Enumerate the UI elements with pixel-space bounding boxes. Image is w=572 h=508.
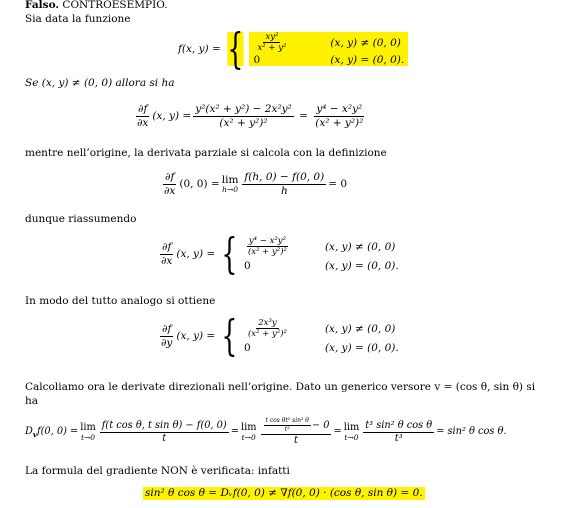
def-case1-frac [255,33,288,53]
paragraph-mentre: mentre nell’origine, la derivata parziale si calcola con la definizione [25,147,387,159]
eq-partial-x-frac1: $\frac{\text{y²(x² + y²) − 2x²y²}}{\text{(x² + y²)²}}$ [195,103,292,129]
paragraph-ha: ha [25,395,39,407]
dir-lim3: lim t→0 [343,421,360,442]
sum-x-val2: 0 [243,259,251,272]
dir-lhs: $D_vf(0$, 0) = [25,426,79,440]
paragraph-formula: La formula del gradiente NON è verificata: infatti [25,465,290,477]
summary-partial-x [157,229,399,279]
sum-x-brace: { [221,229,238,279]
def-case1-den: x² + y² [257,43,287,54]
def-case1-num: xy² [265,31,279,42]
summary-x-dfdx: $\frac{\partial f}{\partial x}$ [161,241,173,267]
dir-frac1: $\frac{\text{f(t cos θ, t sin θ) − f(0, 0)}}{t}$ [101,419,227,444]
partial-f-partial-x-origin: $\frac{\partial f}{\partial x}$ [164,171,176,197]
dir-lim1: lim t→0 [80,421,96,442]
eq-origin-rhs: = 0 [328,177,348,190]
sum-x-lhs: (x, y) = [176,247,216,260]
equation-partial-x: $\frac{\partial f}{\partial x}$ (x, y) = $\frac{\text{y²(x² + y²) − 2x²y²}}{\text{(x² + y²)²}}$ = $\frac{\text{y⁴ − x²y²}}{\text{(x² + y²)²}}$ [137,103,364,129]
heading-caps: CONTROESEMPIO. [62,0,168,11]
equation-directional [25,414,507,450]
sum-y-cases [244,319,399,354]
function-definition [178,24,408,74]
eq-partial-x-frac2: $\frac{\text{y⁴ − x²y²}}{\text{(x² + y²)²}}$ [315,103,364,129]
eq-origin-limit: lim h→0 [221,173,239,194]
eq-origin-frac: $\frac{f(h, 0) - f(0, 0)}{h}$ [244,171,325,197]
eq-origin-lhs: (0, 0) = [179,177,220,190]
sum-y-frac: $\frac{\text{2x³y}}{\text{(x² + y²)²}}$ [247,317,287,340]
sum-x-cond1: (x, y) ≠ (0, 0) [324,240,396,253]
summary-partial-y [157,311,399,361]
def-case1-cond: (x, y) ≠ (0, 0) [330,36,401,49]
def-lhs: f(x, y) = [178,42,221,55]
summary-y-dfdy: $\frac{\partial f}{\partial y}$ [161,323,173,349]
sum-x-cases [244,237,399,272]
heading-bold: Falso. [25,0,60,11]
dir-result: = sin² θ cos θ. [436,426,507,438]
eq-partial-x-lhs: (x, y) = [152,109,192,122]
dir-frac2: $\frac{\text{t cos θt² sin² θ}}{\text{t²}}$ − 0 t [261,418,332,446]
dir-lim2: lim t→0 [240,421,257,442]
dir-eq1: = [230,426,239,438]
paragraph-calcoliamo: Calcoliamo ora le derivate direzionali nell’origine. Dato un generico versore v = (cos θ, sin θ) si [25,381,536,393]
dir-frac3: $\frac{\text{t³ sin² θ cos θ}}{\text{t³}}$ [365,419,433,444]
paragraph-se: Se (x, y) ≠ (0, 0) allora si ha [25,77,175,89]
dir-eq2: = [333,426,342,438]
partial-f-partial-x: $\frac{\partial f}{\partial x}$ [137,103,149,129]
sum-x-cond2: (x, y) = (0, 0). [324,259,399,272]
def-case2-val: 0 [253,53,261,66]
def-cases [249,32,408,67]
equation-origin [160,166,347,202]
sum-y-brace: { [221,311,238,361]
paragraph-sia: Sia data la funzione [25,13,131,25]
sum-y-val2: 0 [243,341,251,354]
sum-y-cond1: (x, y) ≠ (0, 0) [324,322,396,335]
left-brace: { [227,24,244,74]
sum-x-frac: $\frac{\text{y⁴ − x²y²}}{\text{(x² + y²)²}}$ [247,235,287,258]
final-equation: sin² θ cos θ = Dᵥf(0, 0) ≠ ∇f(0, 0) · (cos θ, sin θ) = 0. [145,487,423,499]
sum-y-cond2: (x, y) = (0, 0). [324,341,399,354]
heading [25,0,168,11]
paragraph-dunque: dunque riassumendo [25,213,137,225]
def-case2-cond: (x, y) = (0, 0). [330,53,405,66]
sum-y-lhs: (x, y) = [176,329,216,342]
paragraph-inmodo: In modo del tutto analogo si ottiene [25,295,216,307]
